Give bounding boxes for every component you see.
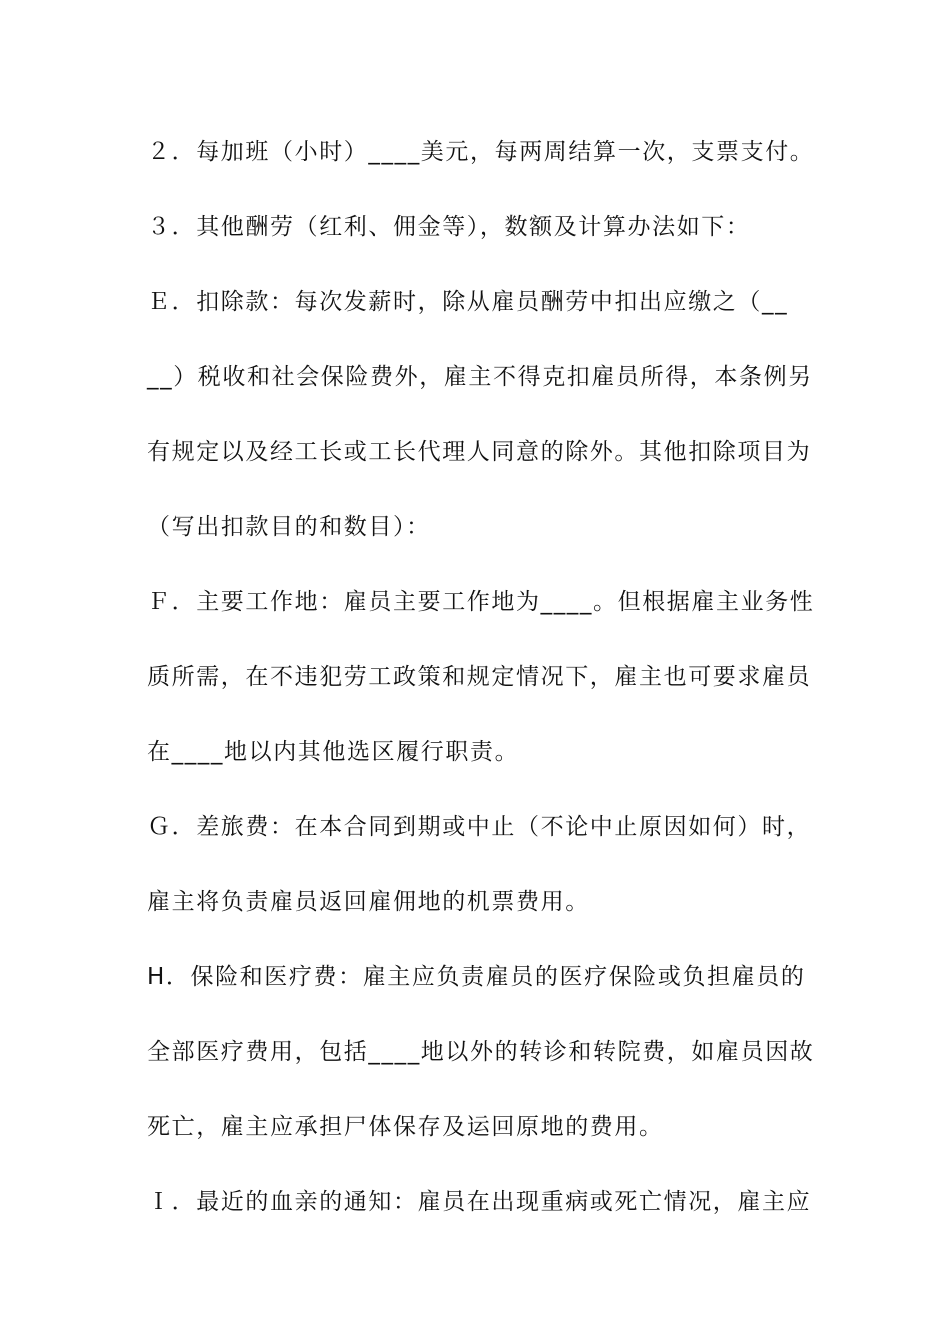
clause-2-overtime: ２．每加班（小时）____美元，每两周结算一次，支票支付。 xyxy=(147,139,815,165)
clause-e-deductions-line-3: 有规定以及经工长或工长代理人同意的除外。其他扣除项目为 xyxy=(147,439,812,465)
clause-h-insurance-line-3: 死亡，雇主应承担尸体保存及运回原地的费用。 xyxy=(147,1114,664,1140)
clause-e-deductions-line-2: __）税收和社会保险费外，雇主不得克扣雇员所得，本条例另 xyxy=(147,364,813,390)
clause-e-deductions-line-4: （写出扣款目的和数目）： xyxy=(147,514,431,540)
clause-f-workplace-line-3: 在____地以内其他选区履行职责。 xyxy=(147,739,520,765)
clause-h-insurance-line-2: 全部医疗费用，包括____地以外的转诊和转院费，如雇员因故 xyxy=(147,1039,815,1065)
clause-3-other-pay: ３．其他酬劳（红利、佣金等），数额及计算办法如下： xyxy=(147,214,751,240)
clause-f-workplace-line-1: Ｆ．主要工作地：雇员主要工作地为____。但根据雇主业务性 xyxy=(147,589,815,615)
clause-g-travel-line-1: Ｇ．差旅费：在本合同到期或中止（不论中止原因如何）时， xyxy=(147,814,812,840)
clause-g-travel-line-2: 雇主将负责雇员返回雇佣地的机票费用。 xyxy=(147,889,590,915)
clause-e-deductions-line-1: Ｅ．扣除款：每次发薪时，除从雇员酬劳中扣出应缴之（__ xyxy=(147,289,789,315)
clause-f-workplace-line-2: 质所需，在不违犯劳工政策和规定情况下，雇主也可要求雇员 xyxy=(147,664,812,690)
clause-h-insurance-line-1: H．保险和医疗费：雇主应负责雇员的医疗保险或负担雇员的 xyxy=(147,964,806,990)
clause-i-notification-line-1: Ｉ．最近的血亲的通知：雇员在出现重病或死亡情况，雇主应 xyxy=(147,1189,812,1215)
